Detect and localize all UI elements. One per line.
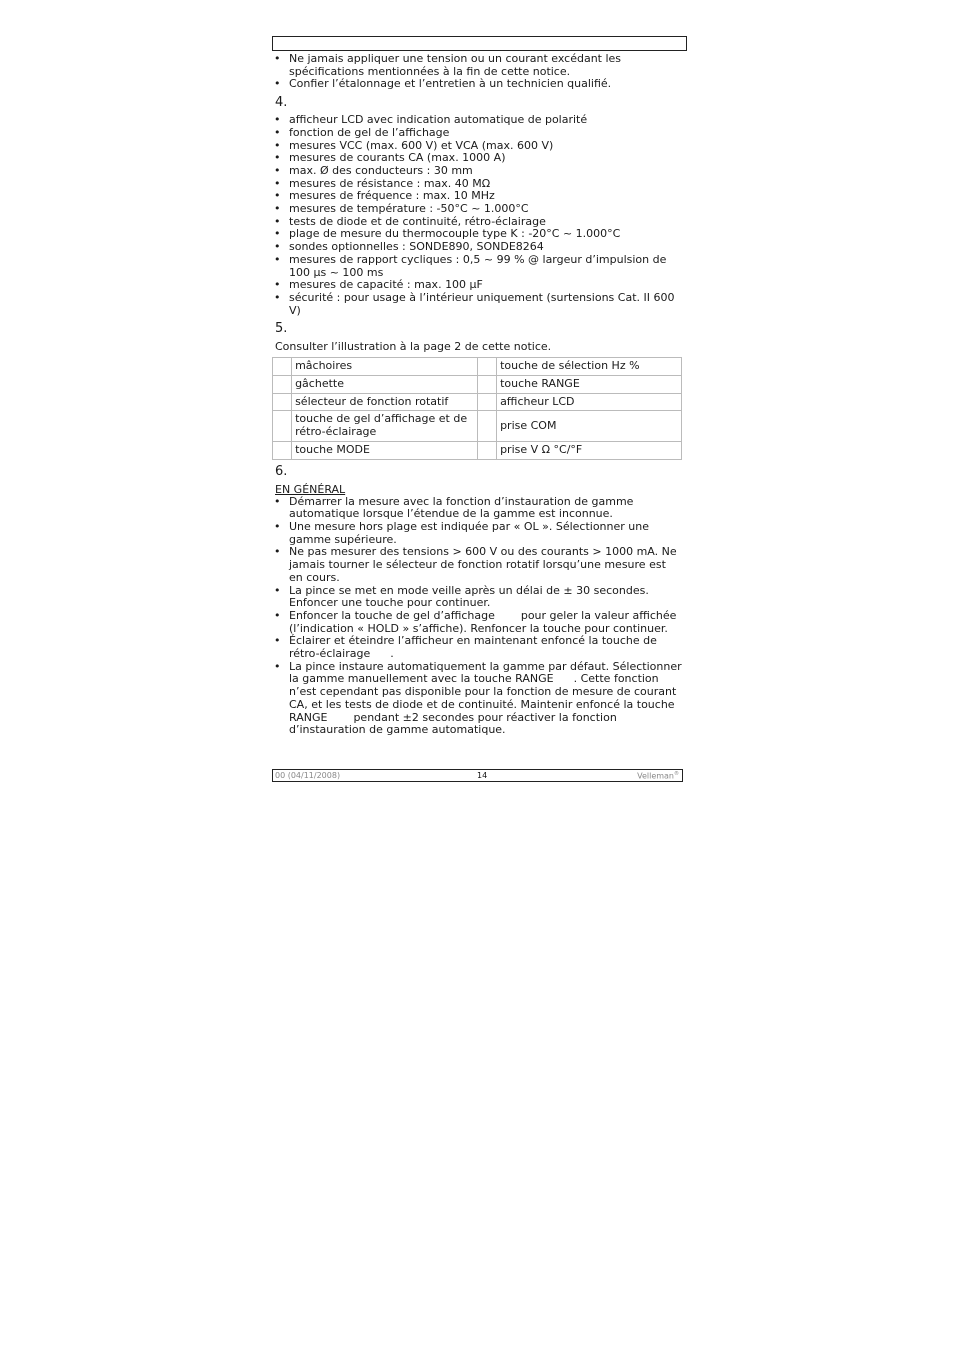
table-index-cell: [273, 393, 292, 411]
list-item: • Une mesure hors plage est indiquée par « OL ». Sélectionner une gamme supérieure.: [272, 521, 683, 546]
table-index-cell: [273, 441, 292, 459]
backlight-text-2: .: [390, 647, 394, 661]
table-index-cell: [273, 358, 292, 376]
section-5-intro: Consulter l’illustration à la page 2 de cette notice.: [275, 340, 552, 354]
table-index-cell: [477, 358, 496, 376]
table-index-cell: [477, 441, 496, 459]
table-cell: prise COM: [497, 411, 682, 441]
list-item: • mesures VCC (max. 600 V) et VCA (max. 600 V): [272, 140, 683, 153]
footer-brand-name: Velleman: [637, 771, 674, 781]
safety-list: [272, 53, 683, 91]
list-item: • La pince se met en mode veille après un délai de ± 30 secondes. Enfoncer une touche pour continuer.: [272, 585, 683, 610]
list-item: • sécurité : pour usage à l’intérieur uniquement (surtensions Cat. II 600 V): [272, 292, 683, 317]
table-cell: touche de gel d’affichage et de rétro-éclairage: [292, 411, 478, 441]
document-page: [272, 36, 683, 737]
header-box: [272, 36, 687, 51]
table-row: [273, 411, 682, 441]
list-item: • mesures de température : -50°C ~ 1.000°C: [272, 203, 683, 216]
section-number-4: 4.: [275, 95, 288, 111]
usage-list: [272, 496, 683, 737]
table-index-cell: [477, 376, 496, 394]
table-cell: afficheur LCD: [497, 393, 682, 411]
range-text-1: La pince instaure automatiquement la gamme par défaut. Sélectionner la gamme manuellement avec la touche RANGE: [289, 659, 682, 686]
section-number-5: 5.: [275, 321, 288, 337]
features-list: [272, 114, 683, 317]
footer-page-number: 14: [477, 771, 488, 780]
hold-text-1: Enfoncer la touche de gel d’affichage: [289, 608, 495, 622]
table-cell: gâchette: [292, 376, 478, 394]
list-item-hold: [272, 610, 683, 635]
table-index-cell: [273, 411, 292, 441]
list-item: • max. Ø des conducteurs : 30 mm: [272, 165, 683, 178]
list-item: • Confier l’étalonnage et l’entretien à un technicien qualifié.: [272, 78, 683, 91]
list-item: • Démarrer la mesure avec la fonction d’instauration de gamme automatique lorsque l’étendue de la gamme est inconnue.: [272, 496, 683, 521]
list-item: • mesures de fréquence : max. 10 MHz: [272, 190, 683, 203]
footer-version: 00 (04/11/2008): [275, 771, 341, 780]
table-cell: prise V Ω °C/°F: [497, 441, 682, 459]
section-6-heading: EN GÉNÉRAL: [275, 482, 346, 496]
backlight-text-1: Éclairer et éteindre l’afficheur en maintenant enfoncé la touche de rétro-éclairage: [289, 634, 657, 661]
range-text-3: pendant ±2 secondes pour réactiver la fonction d’instauration de gamme automatique.: [289, 710, 617, 737]
table-index-cell: [273, 376, 292, 394]
list-item: • mesures de courants CA (max. 1000 A): [272, 152, 683, 165]
list-item: • plage de mesure du thermocouple type K : -20°C ~ 1.000°C: [272, 228, 683, 241]
table-cell: touche RANGE: [497, 376, 682, 394]
list-item: • afficheur LCD avec indication automatique de polarité: [272, 114, 683, 127]
list-item: • Ne pas mesurer des tensions > 600 V ou des courants > 1000 mA. Ne jamais tourner le sélecteur de fonction rotatif lorsqu’une mesure est en cours.: [272, 546, 683, 584]
list-item: • sondes optionnelles : SONDE890, SONDE8264: [272, 241, 683, 254]
table-index-cell: [477, 393, 496, 411]
list-item: • mesures de capacité : max. 100 μF: [272, 279, 683, 292]
section-number-6: 6.: [275, 463, 288, 479]
table-row: [273, 393, 682, 411]
list-item: • fonction de gel de l’affichage: [272, 127, 683, 140]
parts-table: [272, 357, 682, 459]
list-item: • Ne jamais appliquer une tension ou un courant excédant les spécifications mentionnées à la fin de cette notice.: [272, 53, 683, 78]
list-item-backlight: [272, 635, 683, 660]
table-cell: touche MODE: [292, 441, 478, 459]
list-item-range: [272, 661, 683, 737]
hold-text-2: pour geler la valeur affichée (l’indication « HOLD » s’affiche). Renfoncer la touche pour continuer.: [289, 608, 677, 635]
table-row: [273, 358, 682, 376]
table-cell: sélecteur de fonction rotatif: [292, 393, 478, 411]
table-row: [273, 441, 682, 459]
range-text-2: . Cette fonction n’est cependant pas disponible pour la fonction de mesure de courant CA, et les tests de diode et de continuité. Maintenir enfoncé la touche RANGE: [289, 672, 677, 724]
table-index-cell: [477, 411, 496, 441]
page-footer: [272, 769, 683, 782]
list-item: • tests de diode et de continuité, rétro-éclairage: [272, 216, 683, 229]
list-item: • mesures de résistance : max. 40 MΩ: [272, 178, 683, 191]
table-cell: touche de sélection Hz %: [497, 358, 682, 376]
list-item: • mesures de rapport cycliques : 0,5 ~ 99 % @ largeur d’impulsion de 100 μs ~ 100 ms: [272, 254, 683, 279]
footer-brand-mark: ®: [674, 771, 679, 777]
table-cell: mâchoires: [292, 358, 478, 376]
footer-brand: [637, 771, 679, 781]
table-row: [273, 376, 682, 394]
